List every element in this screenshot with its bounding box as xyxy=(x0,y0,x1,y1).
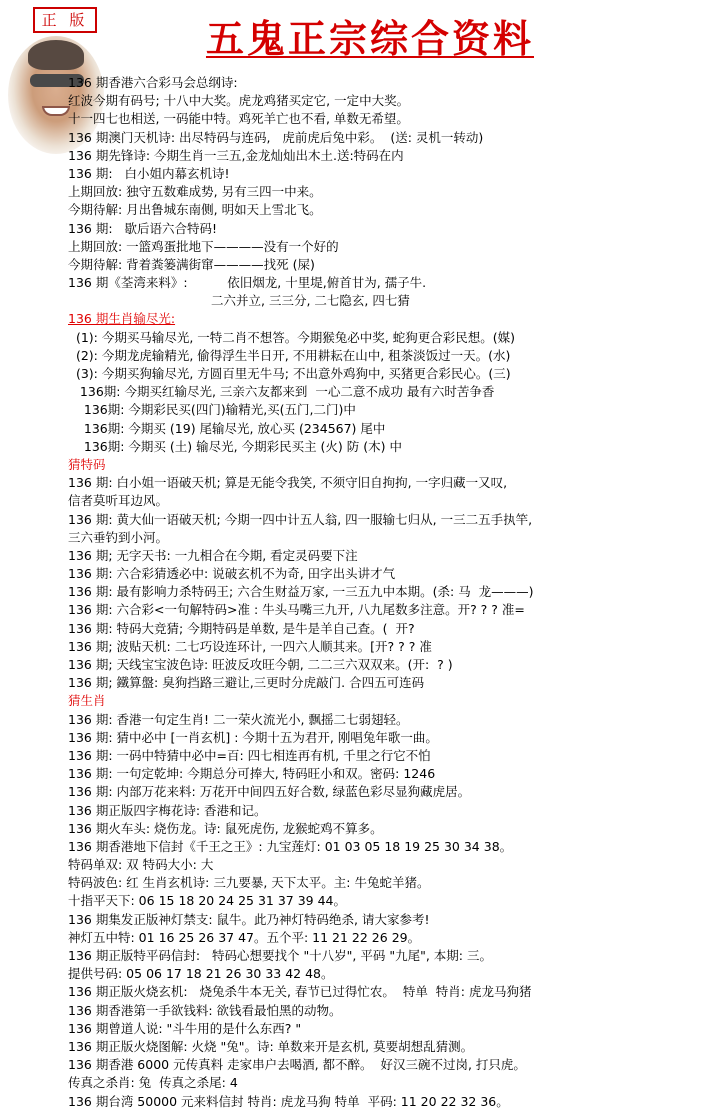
text-line: 136 期; 无字天书: 一九相合在今期, 看定灵码要下注 xyxy=(68,547,358,563)
text-line: 136 期: 内部万花来料: 万花开中间四五好合数, 绿蓝色彩尽显狗藏虎居。 xyxy=(68,784,471,800)
text-line: 136 期《荃湾来料》: 依旧烟龙, 十里堤,俯首甘为, 孺子牛. xyxy=(68,275,427,291)
text-line: 今期待解: 背着粪篓满街窜————找死 (屎) xyxy=(68,256,315,272)
text-line: 136 期正版火烧玄机: 烧兔杀牛本无关, 春节已过得忙农。 特单 特肖: 虎龙马狗猪 xyxy=(68,984,532,1000)
text-line: 136 期: 香港一句定生肖! 二一荣火流光小, 飘摇二七弱翅轻。 xyxy=(68,711,409,727)
text-line: 猜特码 xyxy=(68,456,106,472)
text-line: 136 期: 一码中特猜中必中=百: 四七相连再有机, 千里之行它不怕 xyxy=(68,747,431,763)
text-line: 神灯五中特: 01 16 25 26 37 47。五个平: 11 21 22 26 29。 xyxy=(68,929,421,945)
text-line: 136 期火车头: 烧伤龙。诗: 鼠死虎伤, 龙猴蛇鸡不算多。 xyxy=(68,820,383,836)
text-line: 136 期香港六合彩马会总纲诗: xyxy=(68,75,238,90)
text-line: 136 期: 最有影响力杀特码王; 六合生财益万家, 一三五九中本期。(杀: 马 龙———) xyxy=(68,584,534,600)
text-line: 今期待解: 月出鲁城东南侧, 明如天上雪北飞。 xyxy=(68,202,322,218)
text-line: 提供号码: 05 06 17 18 21 26 30 33 42 48。 xyxy=(68,966,334,982)
text-line: 136 期: 特码大竞猜; 今期特码是单数, 是牛是羊自己查。( 开? xyxy=(68,620,415,636)
document-body xyxy=(68,74,702,1111)
text-line: 上期回放: 独守五数难成势, 另有三四一中来。 xyxy=(68,184,322,200)
text-line: 136 期台湾 50000 元来料信封 特肖: 虎龙马狗 特单 平码: 11 20 22 32 36。 xyxy=(68,1093,509,1109)
text-line: 136 期香港第一手欲钱料: 欲钱看最怕黑的动物。 xyxy=(68,1002,342,1018)
text-line: (2): 今期龙虎输精光, 偷得浮生半日开, 不用耕耘在山中, 租茶淡饭过一天。(水) xyxy=(68,347,511,363)
text-line: 136 期香港地下信封《千王之王》: 九宝莲灯: 01 03 05 18 19 25 30 34 38。 xyxy=(68,838,513,854)
edition-badge: 正 版 xyxy=(33,7,97,33)
text-line: 三六垂钓到小河。 xyxy=(68,529,169,545)
text-line: 136期: 今期买 (土) 输尽光, 今期彩民买主 (火) 防 (木) 中 xyxy=(68,438,402,454)
text-line: 136 期; 波贴天机: 二七巧设连环计, 一四六人顺其来。[开? ? ? 准 xyxy=(68,638,432,654)
text-line: 136 期: 一句定乾坤: 今期总分可捧大, 特码旺小和双。密码: 1246 xyxy=(68,766,436,782)
text-line: 136 期先锋诗: 今期生肖一三五,金龙灿灿出木土.送:特码在内 xyxy=(68,147,404,163)
text-line: 136 期: 黄大仙一语破天机; 今期一四中计五人翁, 四一服输七归从, 一三二五手执竿, xyxy=(68,511,533,527)
text-line: 上期回放: 一篮鸡蛋批地下————没有一个好的 xyxy=(68,238,339,254)
text-line: 136 期生肖输尽光: xyxy=(68,311,176,327)
text-line: 136 期集发正版神灯禁支: 鼠牛。此乃神灯特码绝杀, 请大家参考! xyxy=(68,911,430,927)
text-line: 136 期正版火烧图解: 火烧 "兔"。诗: 单数来开是玄机, 莫要胡想乱猜测。 xyxy=(68,1038,474,1054)
text-line: 136 期澳门天机诗: 出尽特码与连码, 虎前虎后兔中彩。 (送: 灵机一转动) xyxy=(68,129,484,145)
text-line: 136期: 今期彩民买(四门)输精光,买(五门,二门)中 xyxy=(68,402,356,418)
text-line: 136 期正版特平码信封: 特码心想要找个 "十八岁", 平码 "九尾", 本期: 三。 xyxy=(68,948,492,963)
text-line: (3): 今期买狗输尽光, 方圆百里无牛马; 不出意外鸡狗中, 买猪更合彩民心。(三) xyxy=(68,366,511,381)
text-line: 特码单双: 双 特码大小: 大 xyxy=(68,857,214,873)
text-line: 136 期香港 6000 元传真料 走家串户去喝酒, 都不醉。 好汉三碗不过岗, 打只虎。 xyxy=(68,1057,526,1073)
avatar-mouth xyxy=(42,106,70,116)
text-line: 红波今期有码号; 十八中大奖。虎龙鸡猪买定它, 一定中大奖。 xyxy=(68,93,410,109)
text-line: 136期: 今期买红输尽光, 三亲六友都来到 一心二意不成功 最有六时苦争香 xyxy=(68,384,495,400)
page-title: 五鬼正宗综合资料 xyxy=(205,16,534,61)
text-line: 136 期: 六合彩猜透必中: 说破玄机不为奇, 田字出头讲才气 xyxy=(68,566,396,582)
avatar-hair xyxy=(28,40,84,70)
text-line: 136 期: 白小姐一语破天机; 算是无能令我笑, 不须守旧自拘拘, 一字归藏一又叹, xyxy=(68,475,508,491)
text-line: 136 期正版四字梅花诗: 香港和记。 xyxy=(68,802,267,818)
text-line: (1): 今期买马输尽光, 一特二肖不想答。今期猴兔必中奖, 蛇狗更合彩民想。(媒) xyxy=(68,329,515,345)
text-line: 十指平天下: 06 15 18 20 24 25 31 37 39 44。 xyxy=(68,893,347,909)
text-line: 136 期: 猜中必中 [一肖玄机] : 今期十五为君开, 刚唱兔年歌一曲。 xyxy=(68,729,438,745)
text-line: 136 期; 鐵算盤: 臭狗挡路三避让,三更时分虎敲门. 合四五可连码 xyxy=(68,675,425,691)
text-line: 136期: 今期买 (19) 尾输尽光, 放心买 (234567) 尾中 xyxy=(68,420,386,436)
text-line: 特码波色: 红 生肖玄机诗: 三九要暴, 天下太平。主: 牛兔蛇羊猪。 xyxy=(68,875,430,891)
text-line: 136 期: 白小姐内幕玄机诗! xyxy=(68,165,230,181)
text-line: 136 期: 歇后语六合特码! xyxy=(68,220,217,236)
text-line: 传真之杀肖: 兔 传真之杀尾: 4 xyxy=(68,1075,238,1091)
text-line: 信者莫听耳边风。 xyxy=(68,493,169,509)
text-line: 136 期曾道人说: "斗牛用的是什么东西? " xyxy=(68,1020,302,1036)
text-line: 猜生肖 xyxy=(68,693,106,709)
text-line: 十一四七也相送, 一码能中特。鸡死羊亡也不看, 单数无希望。 xyxy=(68,111,409,127)
text-line: 二六并立, 三三分, 二七隐玄, 四七猜 xyxy=(68,293,410,309)
text-line: 136 期; 天线宝宝波色诗: 旺波反攻旺今朝, 二二三六双双来。(开: ? ) xyxy=(68,657,453,672)
text-line: 136 期: 六合彩<一句解特码>准 : 牛头马嘴三九开, 八九尾数多注意。开? ? ? 准= xyxy=(68,602,525,618)
